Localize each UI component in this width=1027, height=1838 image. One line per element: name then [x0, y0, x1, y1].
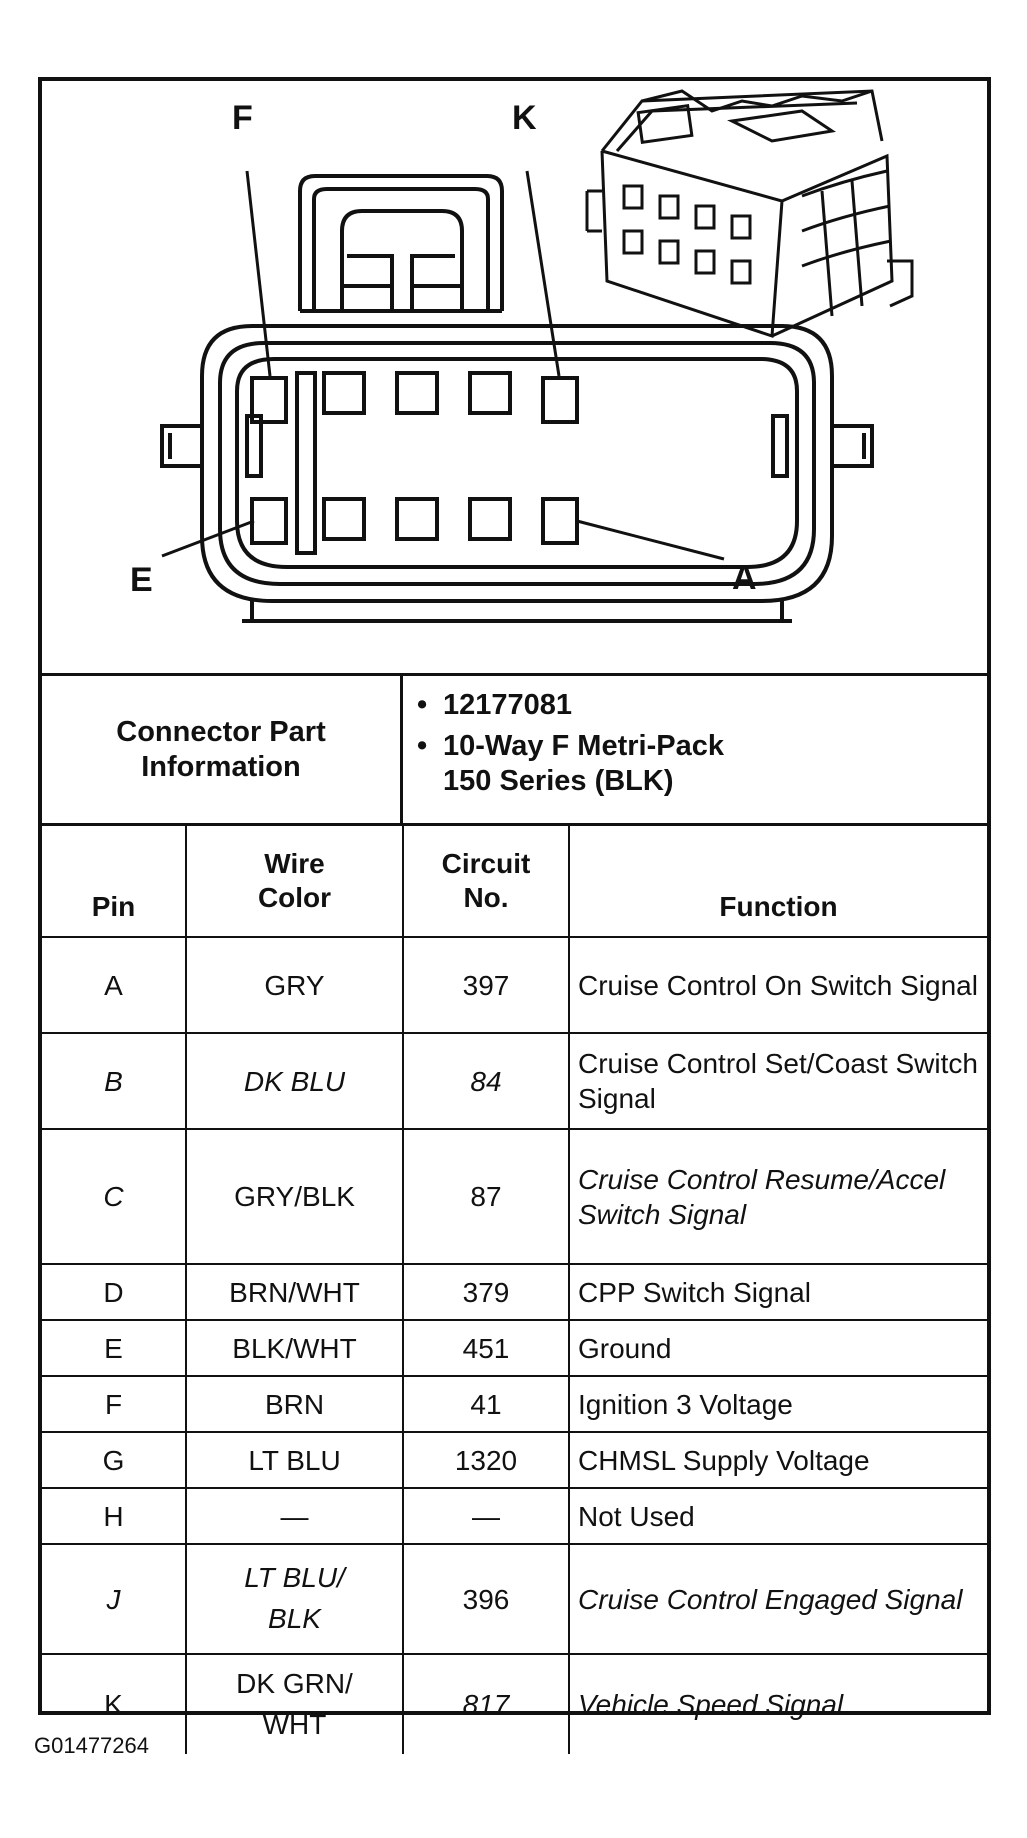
function-cell: Cruise Control On Switch Signal — [569, 937, 987, 1033]
wire-color-cell: GRY/BLK — [186, 1129, 403, 1264]
table-row — [42, 1320, 987, 1376]
circuit-cell: 41 — [403, 1376, 569, 1432]
circuit-cell: 87 — [403, 1129, 569, 1264]
table-row — [42, 937, 987, 1033]
table-row — [42, 1432, 987, 1488]
header-circuit-no-text: Circuit No. — [441, 848, 531, 913]
pin-label-k: K — [512, 99, 537, 137]
wire-color-cell — [186, 1654, 403, 1754]
function-cell: CHMSL Supply Voltage — [569, 1432, 987, 1488]
pin-cell: K — [42, 1654, 186, 1754]
part-number: 12177081 — [443, 689, 573, 721]
pin-cell: J — [42, 1544, 186, 1654]
header-circuit-no — [403, 825, 569, 938]
table-row — [42, 1488, 987, 1544]
table-row — [42, 1376, 987, 1432]
function-cell: Vehicle Speed Signal — [569, 1654, 987, 1754]
circuit-cell: 396 — [403, 1544, 569, 1654]
header-pin: Pin — [42, 825, 186, 938]
function-cell: Cruise Control Set/Coast Switch Signal — [569, 1033, 987, 1129]
wire-color-cell: BRN — [186, 1376, 403, 1432]
function-cell: Ignition 3 Voltage — [569, 1376, 987, 1432]
circuit-cell: 451 — [403, 1320, 569, 1376]
circuit-cell: 397 — [403, 937, 569, 1033]
pin-cell: G — [42, 1432, 186, 1488]
pinout-header-row — [42, 825, 987, 938]
connector-type: 10-Way F Metri-Pack 150 Series (BLK) — [443, 729, 724, 797]
function-cell: Cruise Control Resume/Accel Switch Signal — [569, 1129, 987, 1264]
circuit-cell: 379 — [403, 1264, 569, 1320]
bullet-icon: • — [417, 729, 428, 762]
pin-cell: E — [42, 1320, 186, 1376]
header-function: Function — [569, 825, 987, 938]
connector-figure — [38, 77, 991, 1740]
pinout-table — [42, 823, 987, 1754]
pin-label-a: A — [732, 559, 757, 597]
function-cell: Not Used — [569, 1488, 987, 1544]
wire-color-cell: DK BLU — [186, 1033, 403, 1129]
function-cell: Ground — [569, 1320, 987, 1376]
wire-color-cell — [186, 1544, 403, 1654]
wire-color-cell: GRY — [186, 937, 403, 1033]
wire-color-cell: BLK/WHT — [186, 1320, 403, 1376]
figure-reference-id: G01477264 — [34, 1733, 149, 1758]
header-wire-color — [186, 825, 403, 938]
pin-cell: H — [42, 1488, 186, 1544]
pin-cell: C — [42, 1129, 186, 1264]
function-cell: Cruise Control Engaged Signal — [569, 1544, 987, 1654]
connector-part-info — [42, 673, 987, 823]
circuit-cell: — — [403, 1488, 569, 1544]
connector-type-item — [417, 729, 973, 799]
part-number-item — [417, 688, 973, 723]
circuit-cell: 1320 — [403, 1432, 569, 1488]
function-cell: CPP Switch Signal — [569, 1264, 987, 1320]
circuit-cell: 84 — [403, 1033, 569, 1129]
pin-cell: A — [42, 937, 186, 1033]
connector-face-drawing — [42, 81, 987, 673]
pin-label-e: E — [130, 561, 153, 599]
connector-diagram — [42, 81, 987, 673]
pin-cell: F — [42, 1376, 186, 1432]
table-row — [42, 1033, 987, 1129]
connector-part-info-list — [403, 676, 987, 823]
pin-cell: D — [42, 1264, 186, 1320]
circuit-cell: 817 — [403, 1654, 569, 1754]
pin-label-f: F — [232, 99, 253, 137]
table-row — [42, 1129, 987, 1264]
connector-part-info-label: Connector Part Information — [42, 676, 403, 823]
bullet-icon: • — [417, 689, 428, 721]
wire-color-cell: BRN/WHT — [186, 1264, 403, 1320]
wire-color-cell: — — [186, 1488, 403, 1544]
table-row — [42, 1654, 987, 1754]
wire-color-text: DK GRN/ WHT — [236, 1667, 353, 1740]
wire-color-cell: LT BLU — [186, 1432, 403, 1488]
table-row — [42, 1544, 987, 1654]
table-row — [42, 1264, 987, 1320]
pin-cell: B — [42, 1033, 186, 1129]
wire-color-text: LT BLU/ BLK — [244, 1562, 345, 1634]
header-wire-color-text: Wire Color — [257, 848, 332, 913]
